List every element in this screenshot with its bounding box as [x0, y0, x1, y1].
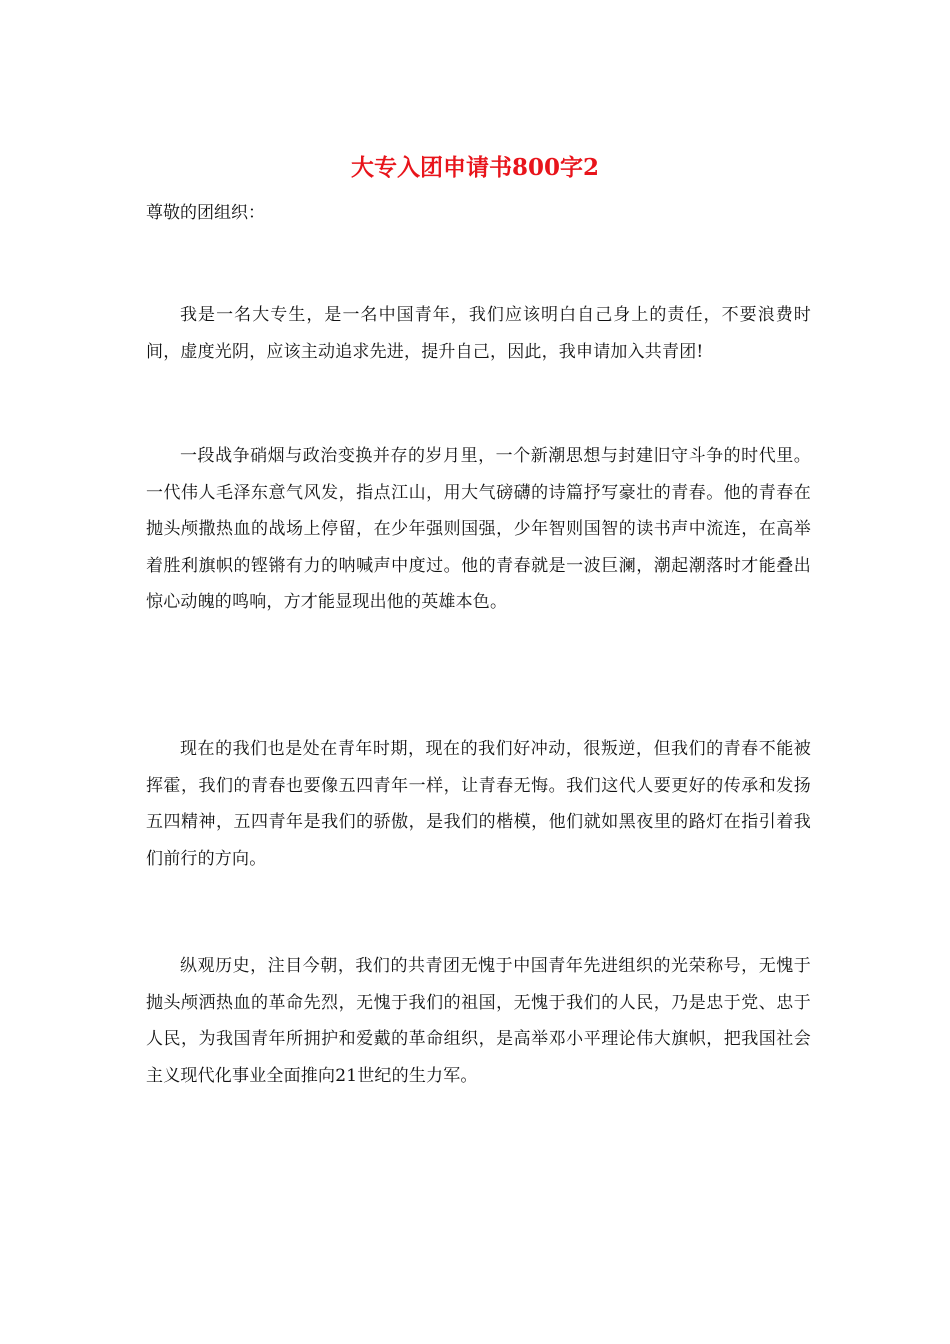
body-paragraph-2: 一段战争硝烟与政治变换并存的岁月里，一个新潮思想与封建旧守斗争的时代里。一代伟人毛泽东意气风发，指点江山，用大气磅礴的诗篇抒写豪壮的青春。他的青春在抛头颅撒热血的战场上停留，在少年强则国强，少年智则国智的读书声中流连，在高举着胜利旗帜的铿锵有力的呐喊声中度过。他的青春就是一波巨澜，潮起潮落时才能叠出惊心动魄的鸣响，方才能显现出他的英雄本色。 [146, 446, 811, 612]
document-title: 大专入团申请书800字2 [350, 154, 599, 181]
salutation: 尊敬的团组织： [146, 203, 265, 223]
body-paragraph-4: 纵观历史，注目今朝，我们的共青团无愧于中国青年先进组织的光荣称号，无愧于抛头颅洒热血的革命先烈，无愧于我们的祖国，无愧于我们的人民，乃是忠于党、忠于人民，为我国青年所拥护和爱戴的革命组织，是高举邓小平理论伟大旗帜，把我国社会主义现代化事业全面推向21世纪的生力军。 [146, 956, 811, 1086]
body-paragraph-3: 现在的我们也是处在青年时期，现在的我们好冲动，很叛逆，但我们的青春不能被挥霍，我们的青春也要像五四青年一样，让青春无悔。我们这代人要更好的传承和发扬五四精神，五四青年是我们的骄傲，是我们的楷模，他们就如黑夜里的路灯在指引着我们前行的方向。 [146, 739, 811, 869]
body-paragraph-1: 我是一名大专生，是一名中国青年，我们应该明白自己身上的责任，不要浪费时间，虚度光阴，应该主动追求先进，提升自己，因此，我申请加入共青团! [146, 305, 811, 362]
